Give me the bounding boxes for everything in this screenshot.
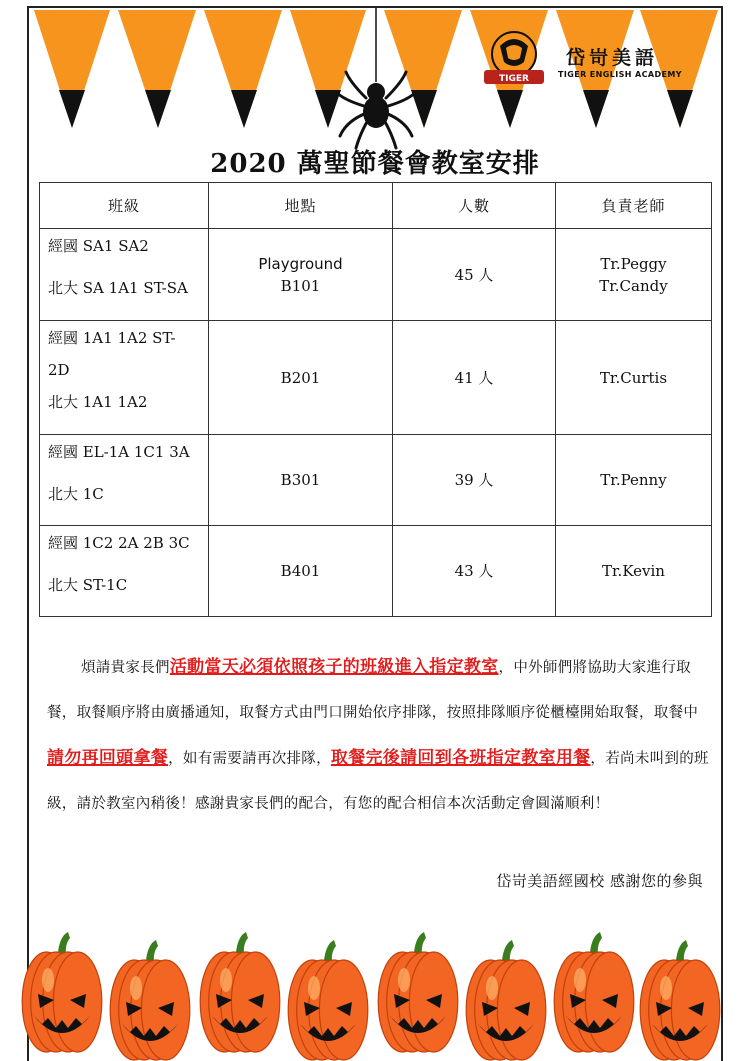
pumpkin-icon (288, 940, 368, 1060)
location-line: B101 (280, 276, 321, 295)
class-cell (40, 526, 209, 617)
notice-text: ，若尚未叫到的班級，請於教室內稍後！感謝貴家長們的配合，有您的配合相信本次活動定會圓滿順利！ (47, 751, 709, 812)
class-line: 經國 EL-1A 1C1 3A (48, 443, 190, 461)
class-line: 2D (48, 361, 70, 379)
table-header-row (40, 183, 712, 229)
count-cell: 41 人 (393, 321, 556, 435)
header-location: 地點 (209, 183, 393, 229)
tiger-logo-icon (478, 26, 554, 92)
notice-text: ，如有需要請再次排隊， (168, 751, 331, 767)
pumpkin-icon (22, 932, 102, 1052)
count-cell: 39 人 (393, 435, 556, 526)
teacher-cell: Tr.Kevin (556, 526, 712, 617)
location-cell: B201 (209, 321, 393, 435)
frame-top-border (27, 6, 723, 8)
teacher-line: Tr.Peggy (600, 254, 667, 273)
class-cell (40, 229, 209, 321)
teacher-line: Tr.Candy (599, 276, 668, 295)
location-cell (209, 229, 393, 321)
location-line: Playground (258, 254, 343, 273)
table-row (40, 435, 712, 526)
count-cell: 45 人 (393, 229, 556, 321)
signature: 岱岢美語經國校 感謝您的參與 (496, 872, 703, 890)
table-row (40, 321, 712, 435)
class-line: 北大 1A1 1A2 (48, 393, 148, 411)
class-line: 經國 SA1 SA2 (48, 237, 149, 255)
table-row (40, 526, 712, 617)
class-line: 北大 1C (48, 485, 104, 503)
class-cell (40, 435, 209, 526)
teacher-cell (556, 229, 712, 321)
svg-text:TIGER: TIGER (499, 74, 529, 84)
class-line: 北大 ST-1C (48, 576, 128, 594)
location-cell: B301 (209, 435, 393, 526)
pumpkin-icon (110, 940, 190, 1060)
notice-text: 煩請貴家長們 (81, 660, 170, 676)
header-class: 班級 (40, 183, 209, 229)
page-title: 2020 萬聖節餐會教室安排 (210, 149, 540, 179)
notice-emphasis: 活動當天必須依照孩子的班級進入指定教室 (169, 657, 499, 677)
notice-text: ，中外師們將協助大家進行取餐，取餐順序將由廣播通知，取餐方式由門口開始依序排隊，按照排隊順序從櫃檯開始取餐，取餐中 (47, 660, 699, 721)
logo-name: 岱岢美語 (566, 47, 659, 69)
logo-subtitle: TIGER ENGLISH ACADEMY (558, 70, 682, 79)
class-cell (40, 321, 209, 435)
header-count: 人數 (393, 183, 556, 229)
pumpkin-icon (466, 940, 546, 1060)
teacher-cell: Tr.Curtis (556, 321, 712, 435)
tiger-academy-logo (478, 26, 698, 92)
classroom-schedule-table (39, 182, 712, 617)
header-teacher: 負責老師 (556, 183, 712, 229)
notice-emphasis: 請勿再回頭拿餐 (47, 748, 169, 768)
count-cell: 43 人 (393, 526, 556, 617)
teacher-cell: Tr.Penny (556, 435, 712, 526)
notice-emphasis: 取餐完後請回到各班指定教室用餐 (330, 748, 591, 768)
class-line: 經國 1C2 2A 2B 3C (48, 534, 190, 552)
pumpkin-icon (200, 932, 280, 1052)
class-line: 經國 1A1 1A2 ST- (48, 329, 176, 347)
pumpkin-icon (554, 932, 634, 1052)
pumpkin-icon (640, 940, 720, 1060)
class-line: 北大 SA 1A1 ST-SA (48, 279, 188, 297)
location-cell: B401 (209, 526, 393, 617)
notice-paragraph (47, 645, 712, 827)
pumpkin-row (0, 930, 750, 1061)
table-row (40, 229, 712, 321)
pumpkin-icon (378, 932, 458, 1052)
